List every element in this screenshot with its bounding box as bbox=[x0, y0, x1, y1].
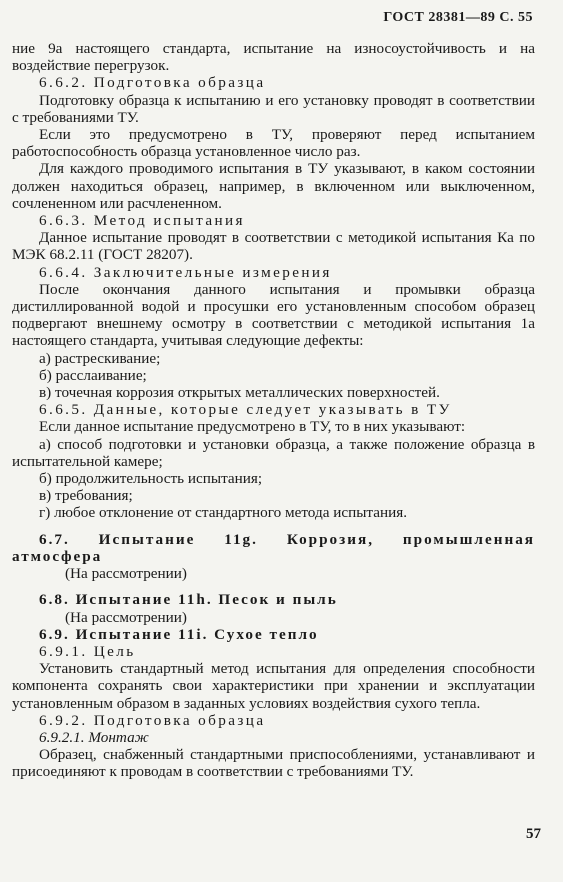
list-item: в) требования; bbox=[39, 487, 133, 505]
list-item: б) расслаивание; bbox=[39, 366, 147, 384]
section-heading-6-6-5: 6.6.5. Данные, которые следует указывать в ТУ bbox=[39, 401, 452, 419]
list-item: в) точечная коррозия открытых металлических поверхностей. bbox=[39, 384, 440, 402]
list-item: б) продолжительность испытания; bbox=[39, 470, 263, 488]
note: (На рассмотрении) bbox=[65, 565, 187, 583]
paragraph: Образец, снабженный стандартными приспособлениями, устанавливают и присоединяют к проводам в соответствии с требованиями ТУ. bbox=[12, 746, 535, 781]
section-heading-6-6-2: 6.6.2. Подготовка образца bbox=[39, 74, 266, 92]
paragraph: Если данное испытание предусмотрено в ТУ, то в них указывают: bbox=[39, 418, 466, 436]
paragraph: Подготовку образца к испытанию и его установку проводят в соответствии с требованиями ТУ. bbox=[12, 91, 535, 126]
note: (На рассмотрении) bbox=[65, 608, 187, 626]
section-heading-6-9-2: 6.9.2. Подготовка образца bbox=[39, 711, 266, 729]
body-text bbox=[12, 40, 535, 781]
list-item: а) растрескивание; bbox=[39, 349, 161, 367]
section-heading-6-8: 6.8. Испытание 11h. Песок и пыль bbox=[39, 591, 338, 609]
paragraph: Если это предусмотрено в ТУ, проверяют перед испытанием работоспособность образца установленное число раз. bbox=[12, 126, 535, 161]
section-heading-6-9-2-1: 6.9.2.1. Монтаж bbox=[39, 728, 149, 746]
section-heading-6-9-1: 6.9.1. Цель bbox=[39, 642, 136, 660]
section-heading-6-9: 6.9. Испытание 11i. Сухое тепло bbox=[39, 625, 319, 643]
paragraph: Установить стандартный метод испытания для определения способности компонента сохранять свои характеристики при хранении и эксплуатации установленным образом в заданных условиях воздействия сухого тепла. bbox=[12, 660, 535, 712]
list-item: г) любое отклонение от стандартного метода испытания. bbox=[39, 504, 408, 522]
paragraph-continuation: ние 9a настоящего стандарта, испытание на износоустойчивость и на воздействие перегрузок. bbox=[12, 40, 535, 75]
paragraph: Для каждого проводимого испытания в ТУ указывают, в каком состоянии должен находиться образец, например, в включенном или выключенном, сочлененном или расчлененном. bbox=[12, 160, 535, 212]
section-heading-6-6-3: 6.6.3. Метод испытания bbox=[39, 212, 245, 230]
paragraph: После окончания данного испытания и промывки образца дистиллированной водой и просушки его установленным способом образец подвергают внешнему осмотру в соответствии с методикой испытания 1a настоящего стандарта, учитывая следующие дефекты: bbox=[12, 280, 535, 350]
page-number: 57 bbox=[526, 826, 541, 842]
page-header: ГОСТ 28381—89 С. 55 bbox=[383, 10, 533, 25]
paragraph: Данное испытание проводят в соответствии с методикой испытания Ка по МЭК 68.2.11 (ГОСТ 28207). bbox=[12, 229, 535, 264]
section-heading-6-7: 6.7. Испытание 11g. Коррозия, промышленная атмосфера bbox=[12, 530, 535, 565]
list-item: а) способ подготовки и установки образца, а также положение образца в испытательной камере; bbox=[12, 435, 535, 470]
section-heading-6-6-4: 6.6.4. Заключительные измерения bbox=[39, 263, 332, 281]
